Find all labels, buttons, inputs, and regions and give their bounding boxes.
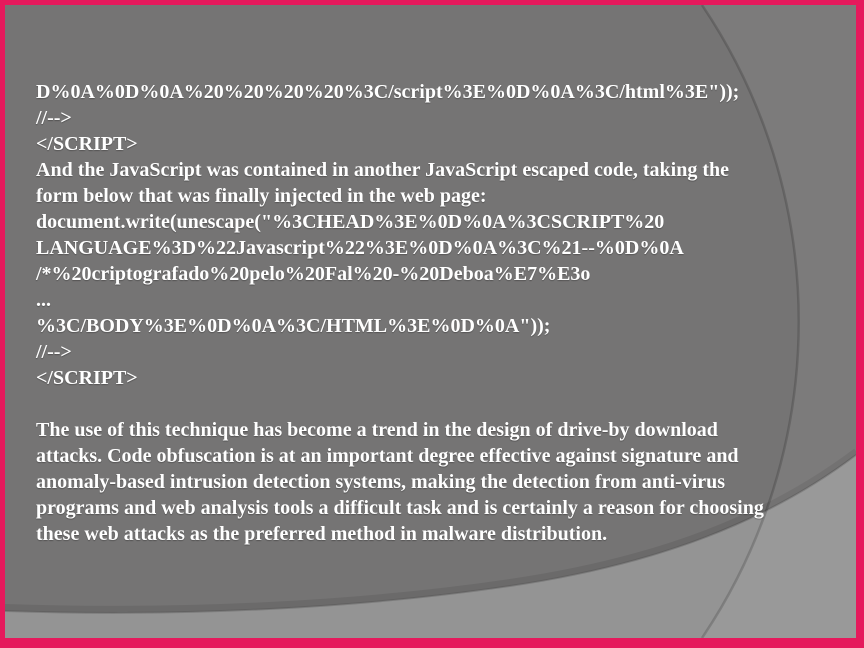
code-line: And the JavaScript was contained in another JavaScript escaped code, taking the bbox=[36, 159, 729, 181]
paragraph-line: anomaly-based intrusion detection systems, making the detection from anti-virus bbox=[36, 471, 726, 493]
slide-body-text bbox=[36, 79, 836, 547]
code-line: //--> bbox=[36, 107, 72, 129]
code-line: %3C/BODY%3E%0D%0A%3C/HTML%3E%0D%0A")); bbox=[36, 315, 551, 337]
code-line: LANGUAGE%3D%22Javascript%22%3E%0D%0A%3C%21--%0D%0A bbox=[36, 237, 684, 259]
code-line: </SCRIPT> bbox=[36, 133, 138, 155]
paragraph-line: attacks. Code obfuscation is at an important degree effective against signature and bbox=[36, 445, 739, 467]
code-line: document.write(unescape("%3CHEAD%3E%0D%0A%3CSCRIPT%20 bbox=[36, 211, 665, 233]
paragraph-line: programs and web analysis tools a difficult task and is certainly a reason for choosing bbox=[36, 497, 764, 519]
escaped-code-block bbox=[36, 79, 836, 391]
code-line: </SCRIPT> bbox=[36, 367, 138, 389]
code-line: ... bbox=[36, 289, 51, 311]
code-line: D%0A%0D%0A%20%20%20%20%3C/script%3E%0D%0A%3C/html%3E")); bbox=[36, 81, 740, 103]
code-line: form below that was finally injected in the web page: bbox=[36, 185, 487, 207]
code-line: //--> bbox=[36, 341, 72, 363]
paragraph-line: these web attacks as the preferred method in malware distribution. bbox=[36, 523, 608, 545]
summary-paragraph bbox=[36, 417, 836, 547]
code-line: /*%20criptografado%20pelo%20Fal%20-%20Deboa%E7%E3o bbox=[36, 263, 591, 285]
slide-canvas bbox=[5, 5, 856, 638]
paragraph-line: The use of this technique has become a trend in the design of drive-by download bbox=[36, 419, 718, 441]
